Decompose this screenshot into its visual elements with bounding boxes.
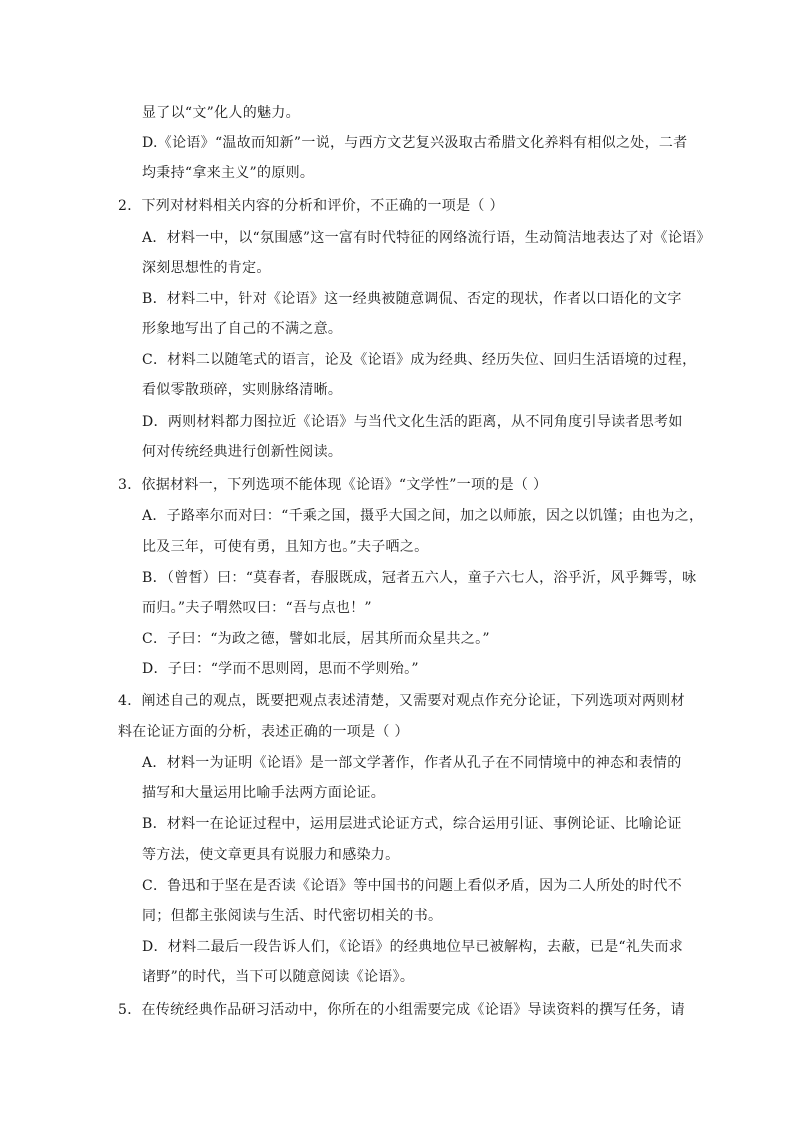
text-line: 诸野”的时代，当下可以随意阅读《论语》。 [142,969,415,985]
option-line: A．材料一为证明《论语》是一部文学著作，作者从孔子在不同情境中的神态和表情的 [142,755,682,771]
option-line: B．材料一在论证过程中，运用层进式论证方式，综合运用引证、事例论证、比喻论证 [142,816,682,832]
text-line: 比及三年，可使有勇，且知方也。”夫子哂之。 [142,539,429,555]
option-line: D．两则材料都力图拉近《论语》与当代文化生活的距离，从不同角度引导读者思考如 [142,414,683,430]
question-5: 5．在传统经典作品研习活动中，你所在的小组需要完成《论语》导读资料的撰写任务，请 [118,1002,685,1018]
option-line: C．材料二以随笔式的语言，论及《论语》成为经典、经历失位、回归生活语境的过程， [142,352,697,368]
text-line: 而归。”夫子喟然叹曰：“吾与点也！” [142,600,372,616]
option-line: C．子曰：“为政之德，譬如北辰，居其所而众星共之。” [142,631,490,647]
text-line: 同；但都主张阅读与生活、时代密切相关的书。 [142,908,443,924]
text-line: 显了以“文”化人的魅力。 [142,105,300,121]
text-line: 描写和大量运用比喻手法两方面论证。 [142,785,386,801]
option-line: D．材料二最后一段告诉人们，《论语》的经典地位早已被解构，去蔽，已是“礼失而求 [142,939,684,955]
option-line: A．子路率尔而对曰：“千乘之国，摄乎大国之间，加之以师旅，因之以饥馑；由也为之， [142,508,704,524]
text-line: 深刻思想性的肯定。 [142,260,271,276]
option-line: D．子曰：“学而不思则罔，思而不学则殆。” [142,661,419,677]
text-line: 看似零散琐碎，实则脉络清晰。 [142,382,343,398]
question-3: 3．依据材料一，下列选项不能体现《论语》“文学性”一项的是（ ） [118,477,548,493]
text-line: 何对传统经典进行创新性阅读。 [142,444,343,460]
text-line: 料在论证方面的分析，表述正确的一项是（ ） [118,724,409,740]
option-line: B．材料二中，针对《论语》这一经典被随意调侃、否定的现状，作者以口语化的文字 [142,291,682,307]
option-line: C．鲁迅和于坚在是否读《论语》等中国书的问题上看似矛盾，因为二人所处的时代不 [142,878,683,894]
option-line: D.《论语》“温故而知新”一说，与西方文艺复兴汲取古希腊文化养料有相似之处，二者 [142,135,688,151]
option-line: A．材料一中，以“氛围感”这一富有时代特征的网络流行语，生动简洁地表达了对《论语》 [142,230,711,246]
option-line: B．（曾皙）曰：“莫春者，春服既成，冠者五六人，童子六七人，浴乎沂，风乎舞雩，咏 [142,570,697,586]
text-line: 形象地写出了自己的不满之意。 [142,321,343,337]
question-2: 2．下列对材料相关内容的分析和评价，不正确的一项是（ ） [118,198,504,214]
question-4: 4．阐述自己的观点，既要把观点表述清楚，又需要对观点作充分论证，下列选项对两则材 [118,693,685,709]
text-line: 等方法，使文章更具有说服力和感染力。 [142,847,400,863]
text-line: 均秉持“拿来主义”的原则。 [142,165,315,181]
